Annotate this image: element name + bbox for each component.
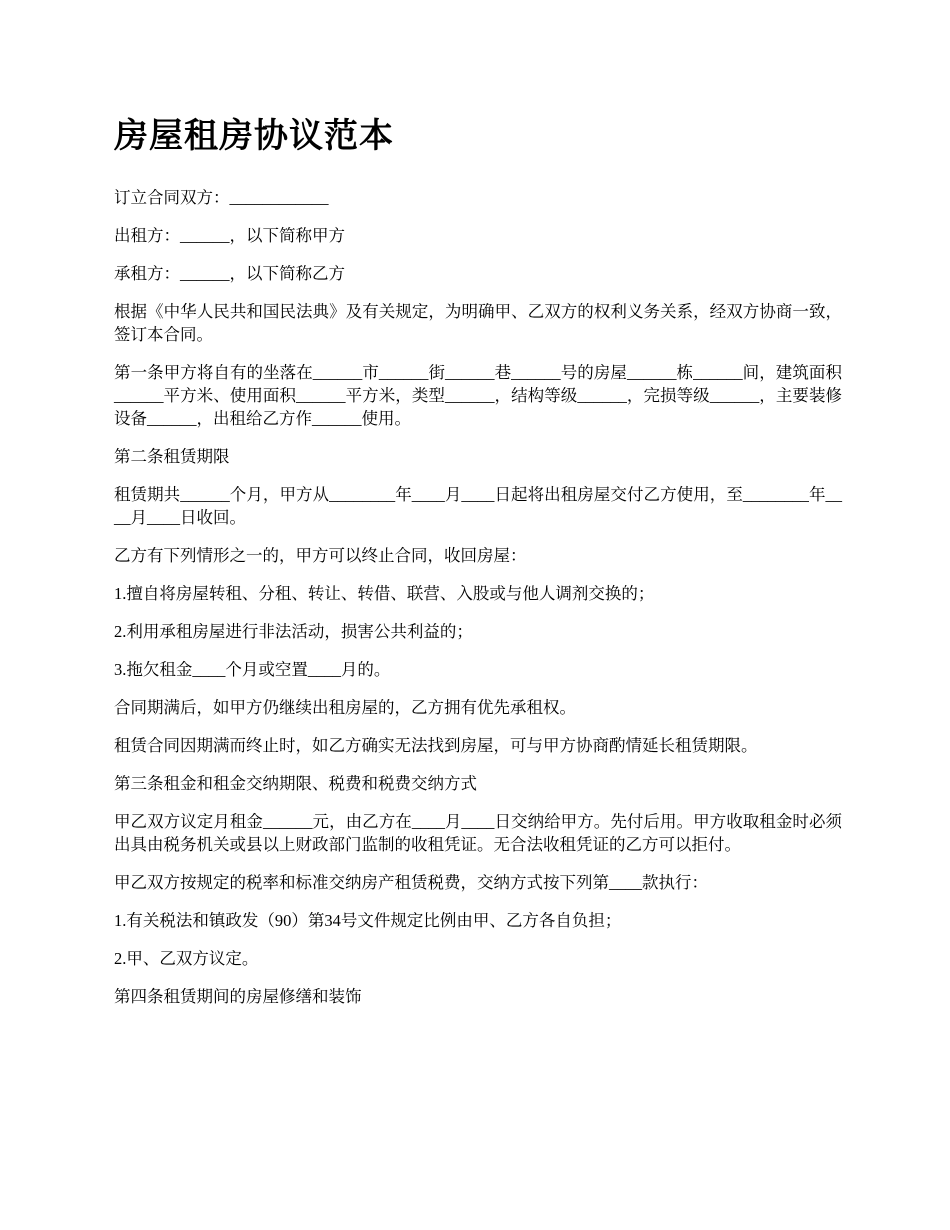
renewal-priority-paragraph: 合同期满后，如甲方仍继续出租房屋的，乙方拥有优先承租权。: [114, 698, 576, 717]
termination-item-3: 3.拖欠租金____个月或空置____月的。: [114, 660, 391, 679]
tax-paragraph: 甲乙双方按规定的税率和标准交纳房产租赁税费，交纳方式按下列第____款执行：: [114, 873, 708, 892]
contract-parties-line: 订立合同双方：____________: [114, 188, 329, 207]
lessor-line: 出租方：______，以下简称甲方: [114, 226, 345, 245]
lessee-line: 承租方：______，以下简称乙方: [114, 264, 345, 283]
tax-item-1: 1.有关税法和镇政发（90）第34号文件规定比例由甲、乙方各自负担；: [114, 911, 622, 930]
tax-item-2: 2.甲、乙双方议定。: [114, 949, 259, 968]
article-4-heading: 第四条租赁期间的房屋修缮和装饰: [114, 987, 362, 1006]
termination-item-1: 1.擅自将房屋转租、分租、转让、转借、联营、入股或与他人调剂交换的；: [114, 584, 655, 603]
article-1-paragraph: 第一条甲方将自有的坐落在______市______街______巷______号的房屋______栋______间，建筑面积______平方米、使用面积______平方米，类型______，结构等级______，完损等级______，主要装修设备______，出租给乙方作______使用。: [114, 363, 842, 428]
extension-paragraph: 租赁合同因期满而终止时，如乙方确实无法找到房屋，可与甲方协商酌情延长租赁期限。: [114, 736, 758, 755]
preamble-paragraph: 根据《中华人民共和国民法典》及有关规定，为明确甲、乙双方的权利义务关系，经双方协商一致，签订本合同。: [114, 302, 842, 344]
article-2-heading: 第二条租赁期限: [114, 447, 230, 466]
lease-term-paragraph: 租赁期共______个月，甲方从________年____月____日起将出租房屋交付乙方使用，至________年____月____日收回。: [114, 485, 842, 527]
termination-item-2: 2.利用承租房屋进行非法活动，损害公共利益的；: [114, 622, 473, 641]
rent-payment-paragraph: 甲乙双方议定月租金______元，由乙方在____月____日交纳给甲方。先付后用。甲方收取租金时必须出具由税务机关或县以上财政部门监制的收租凭证。无合法收租凭证的乙方可以拒付。: [114, 812, 842, 854]
document-title: 房屋租房协议范本: [114, 116, 394, 156]
article-3-heading: 第三条租金和租金交纳期限、税费和税费交纳方式: [114, 774, 477, 793]
document-page: [114, 112, 842, 1023]
termination-intro: 乙方有下列情形之一的，甲方可以终止合同，收回房屋：: [114, 546, 527, 565]
